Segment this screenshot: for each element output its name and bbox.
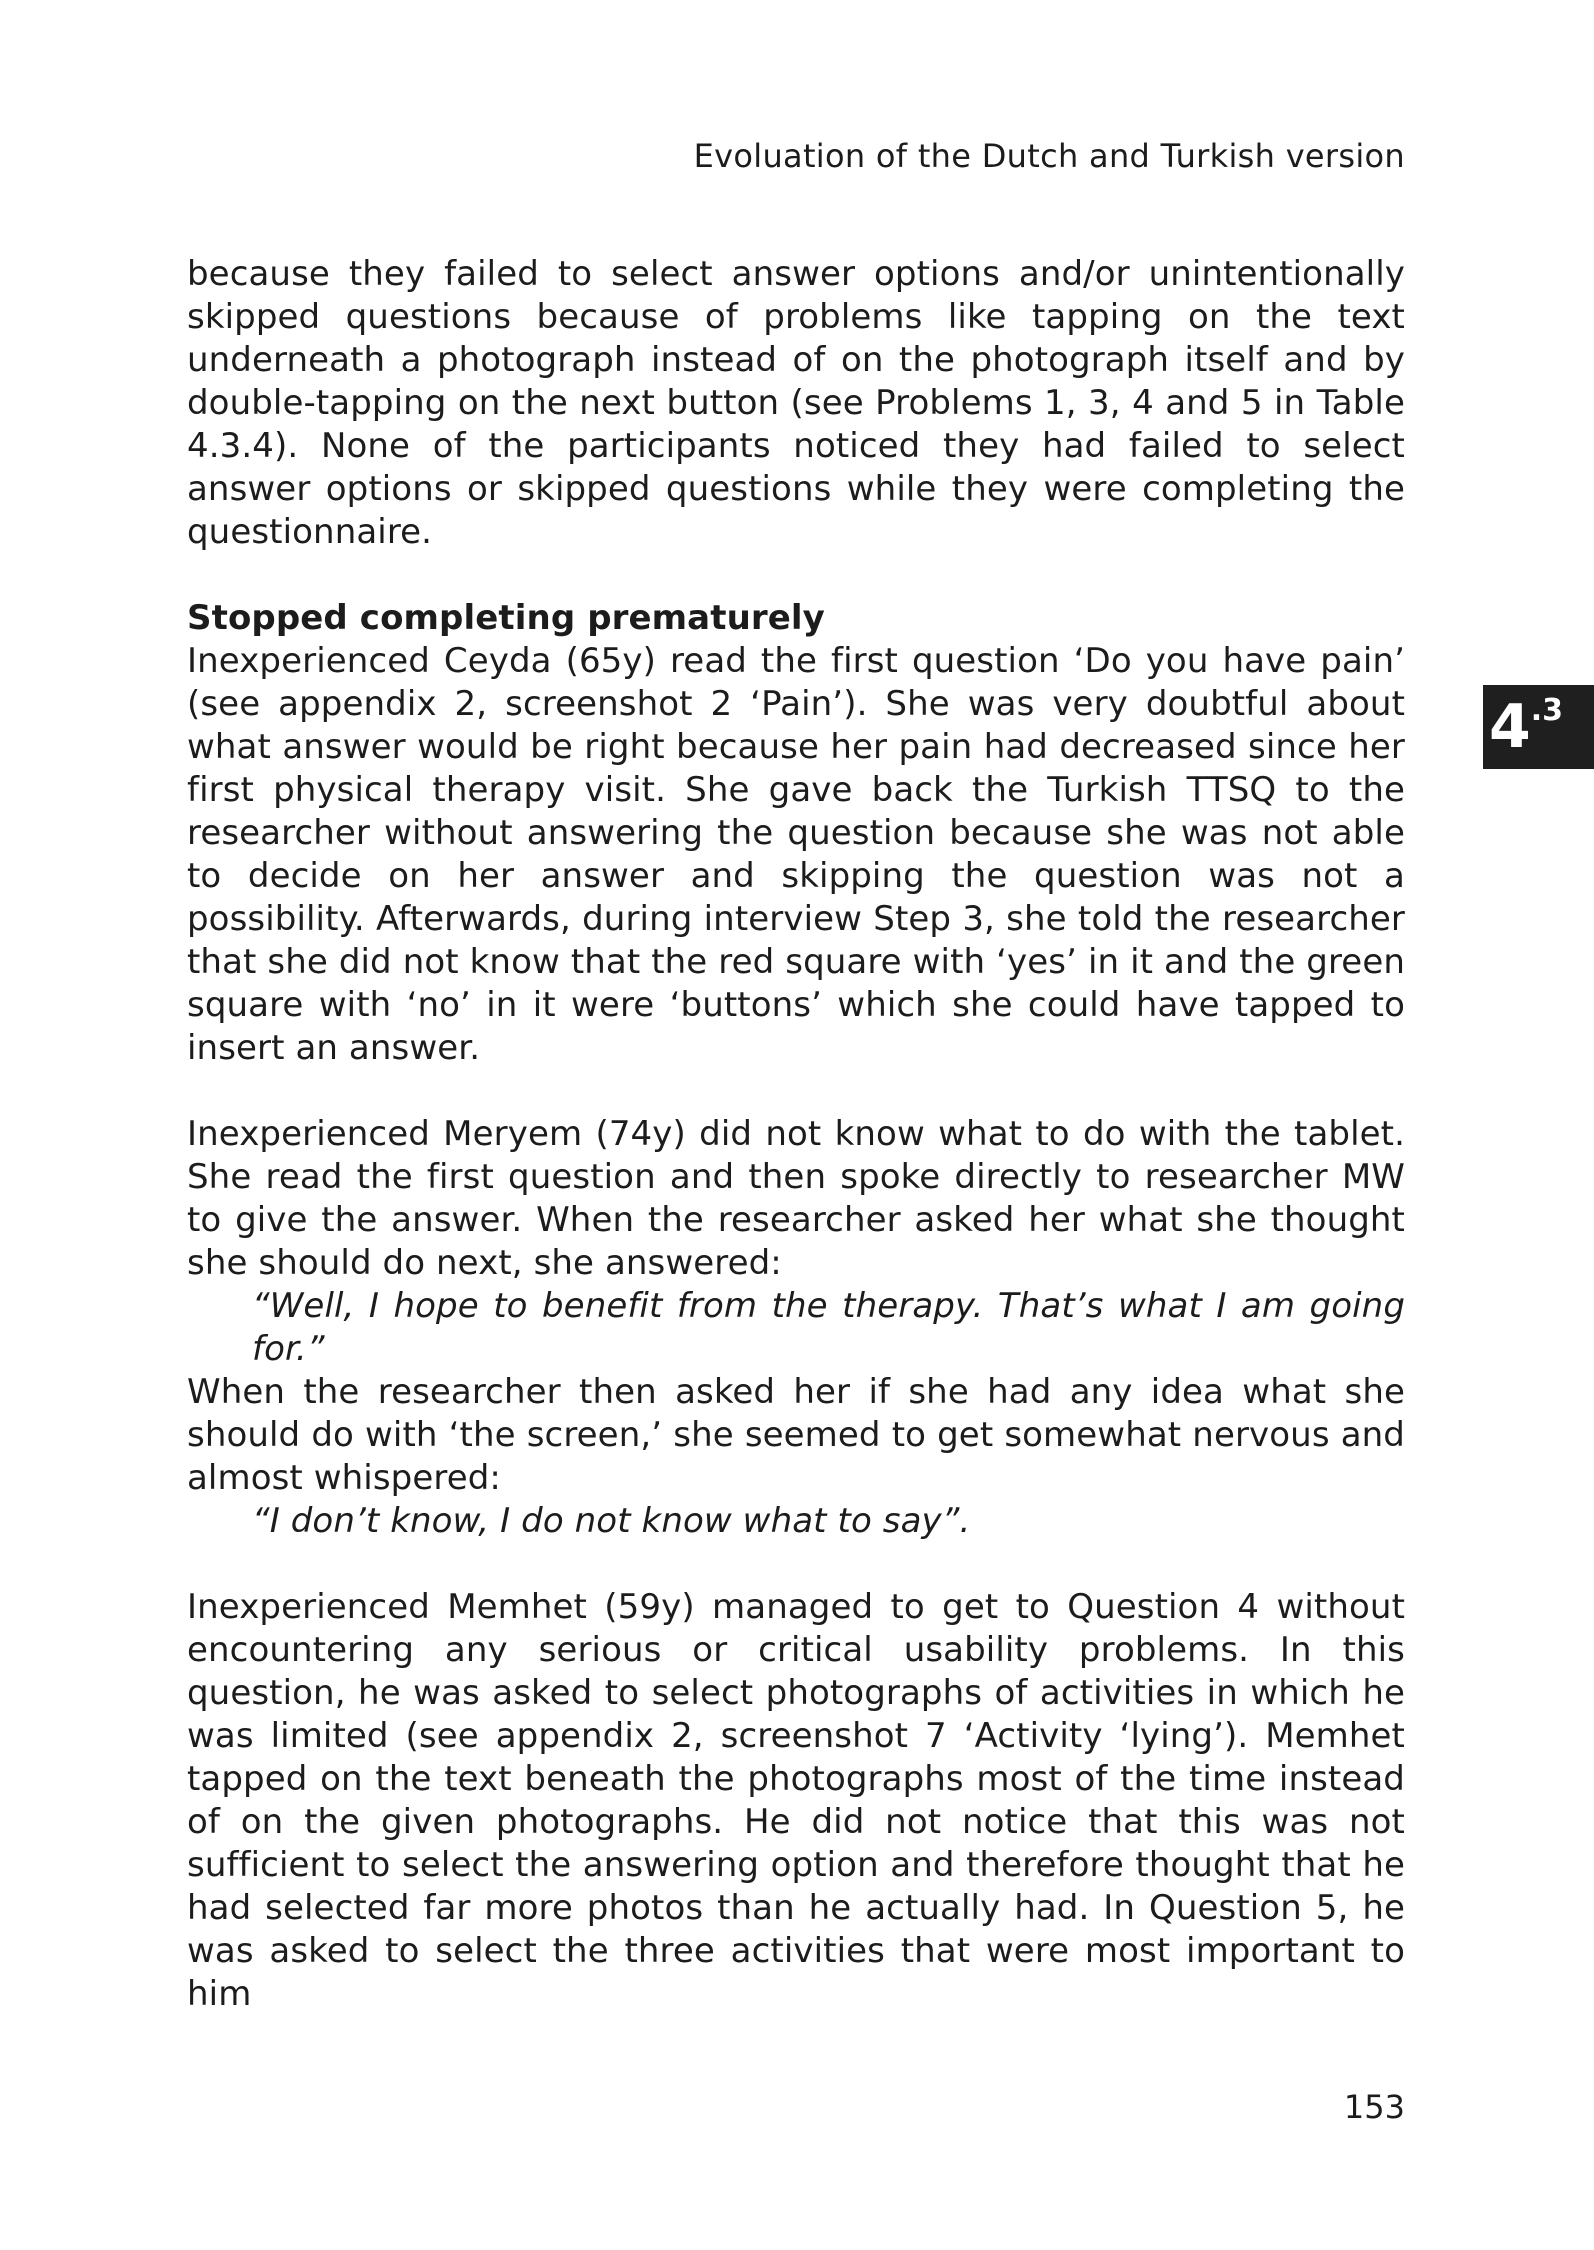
- paragraph-meryem: Inexperienced Meryem (74y) did not know what to do with the tablet. She read the first question and then spoke directly to researcher MW to give the answer. When the researcher asked her what she thought she should do next, she answered:: [187, 1114, 1405, 1283]
- running-header: Evoluation of the Dutch and Turkish version: [693, 137, 1405, 175]
- chapter-subsection: .3: [1530, 693, 1564, 728]
- paragraph-gap: [187, 1543, 1405, 1586]
- paragraph-gap: [187, 554, 1405, 597]
- quote-meryem-1: “Well, I hope to benefit from the therapy. That’s what I am going for.”: [252, 1286, 1405, 1369]
- quote-meryem-2: “I don’t know, I do not know what to say”.: [252, 1501, 971, 1541]
- body-text: [187, 253, 1405, 2016]
- chapter-number: 4: [1489, 692, 1531, 762]
- paragraph-meryem-followup: When the researcher then asked her if she had any idea what she should do with ‘the screen,’ she seemed to get somewhat nervous and almost whispered:: [187, 1372, 1405, 1498]
- section-heading: Stopped completing prematurely: [187, 598, 825, 638]
- page-number: 153: [1343, 2088, 1405, 2126]
- paragraph-ceyda: Inexperienced Ceyda (65y) read the first question ‘Do you have pain’ (see appendix 2, screenshot 2 ‘Pain’). She was very doubtful about what answer would be right because her pain had decreased since her first physical therapy visit. She gave back the Turkish TTSQ to the researcher without answering the question because she was not able to decide on her answer and skipping the question was not a possibility. Afterwards, during interview Step 3, she told the researcher that she did not know that the red square with ‘yes’ in it and the green square with ‘no’ in it were ‘buttons’ which she could have tapped to insert an answer.: [187, 641, 1405, 1068]
- paragraph-memhet: Inexperienced Memhet (59y) managed to get to Question 4 without encountering any serious or critical usability problems. In this question, he was asked to select photographs of activities in which he was limited (see appendix 2, screenshot 7 ‘Activity ‘lying’). Memhet tapped on the text beneath the photographs most of the time instead of on the given photographs. He did not notice that this was not sufficient to select the answering option and therefore thought that he had selected far more photos than he actually had. In Question 5, he was asked to select the three activities that were most important to him: [187, 1587, 1405, 2014]
- paragraph-continued: because they failed to select answer options and/or unintentionally skipped questions because of problems like tapping on the text underneath a photograph instead of on the photograph itself and by double-tapping on the next button (see Problems 1, 3, 4 and 5 in Table 4.3.4). None of the participants noticed they had failed to select answer options or skipped questions while they were completing the questionnaire.: [187, 254, 1405, 552]
- chapter-tab: [1483, 685, 1594, 769]
- paragraph-gap: [187, 1070, 1405, 1113]
